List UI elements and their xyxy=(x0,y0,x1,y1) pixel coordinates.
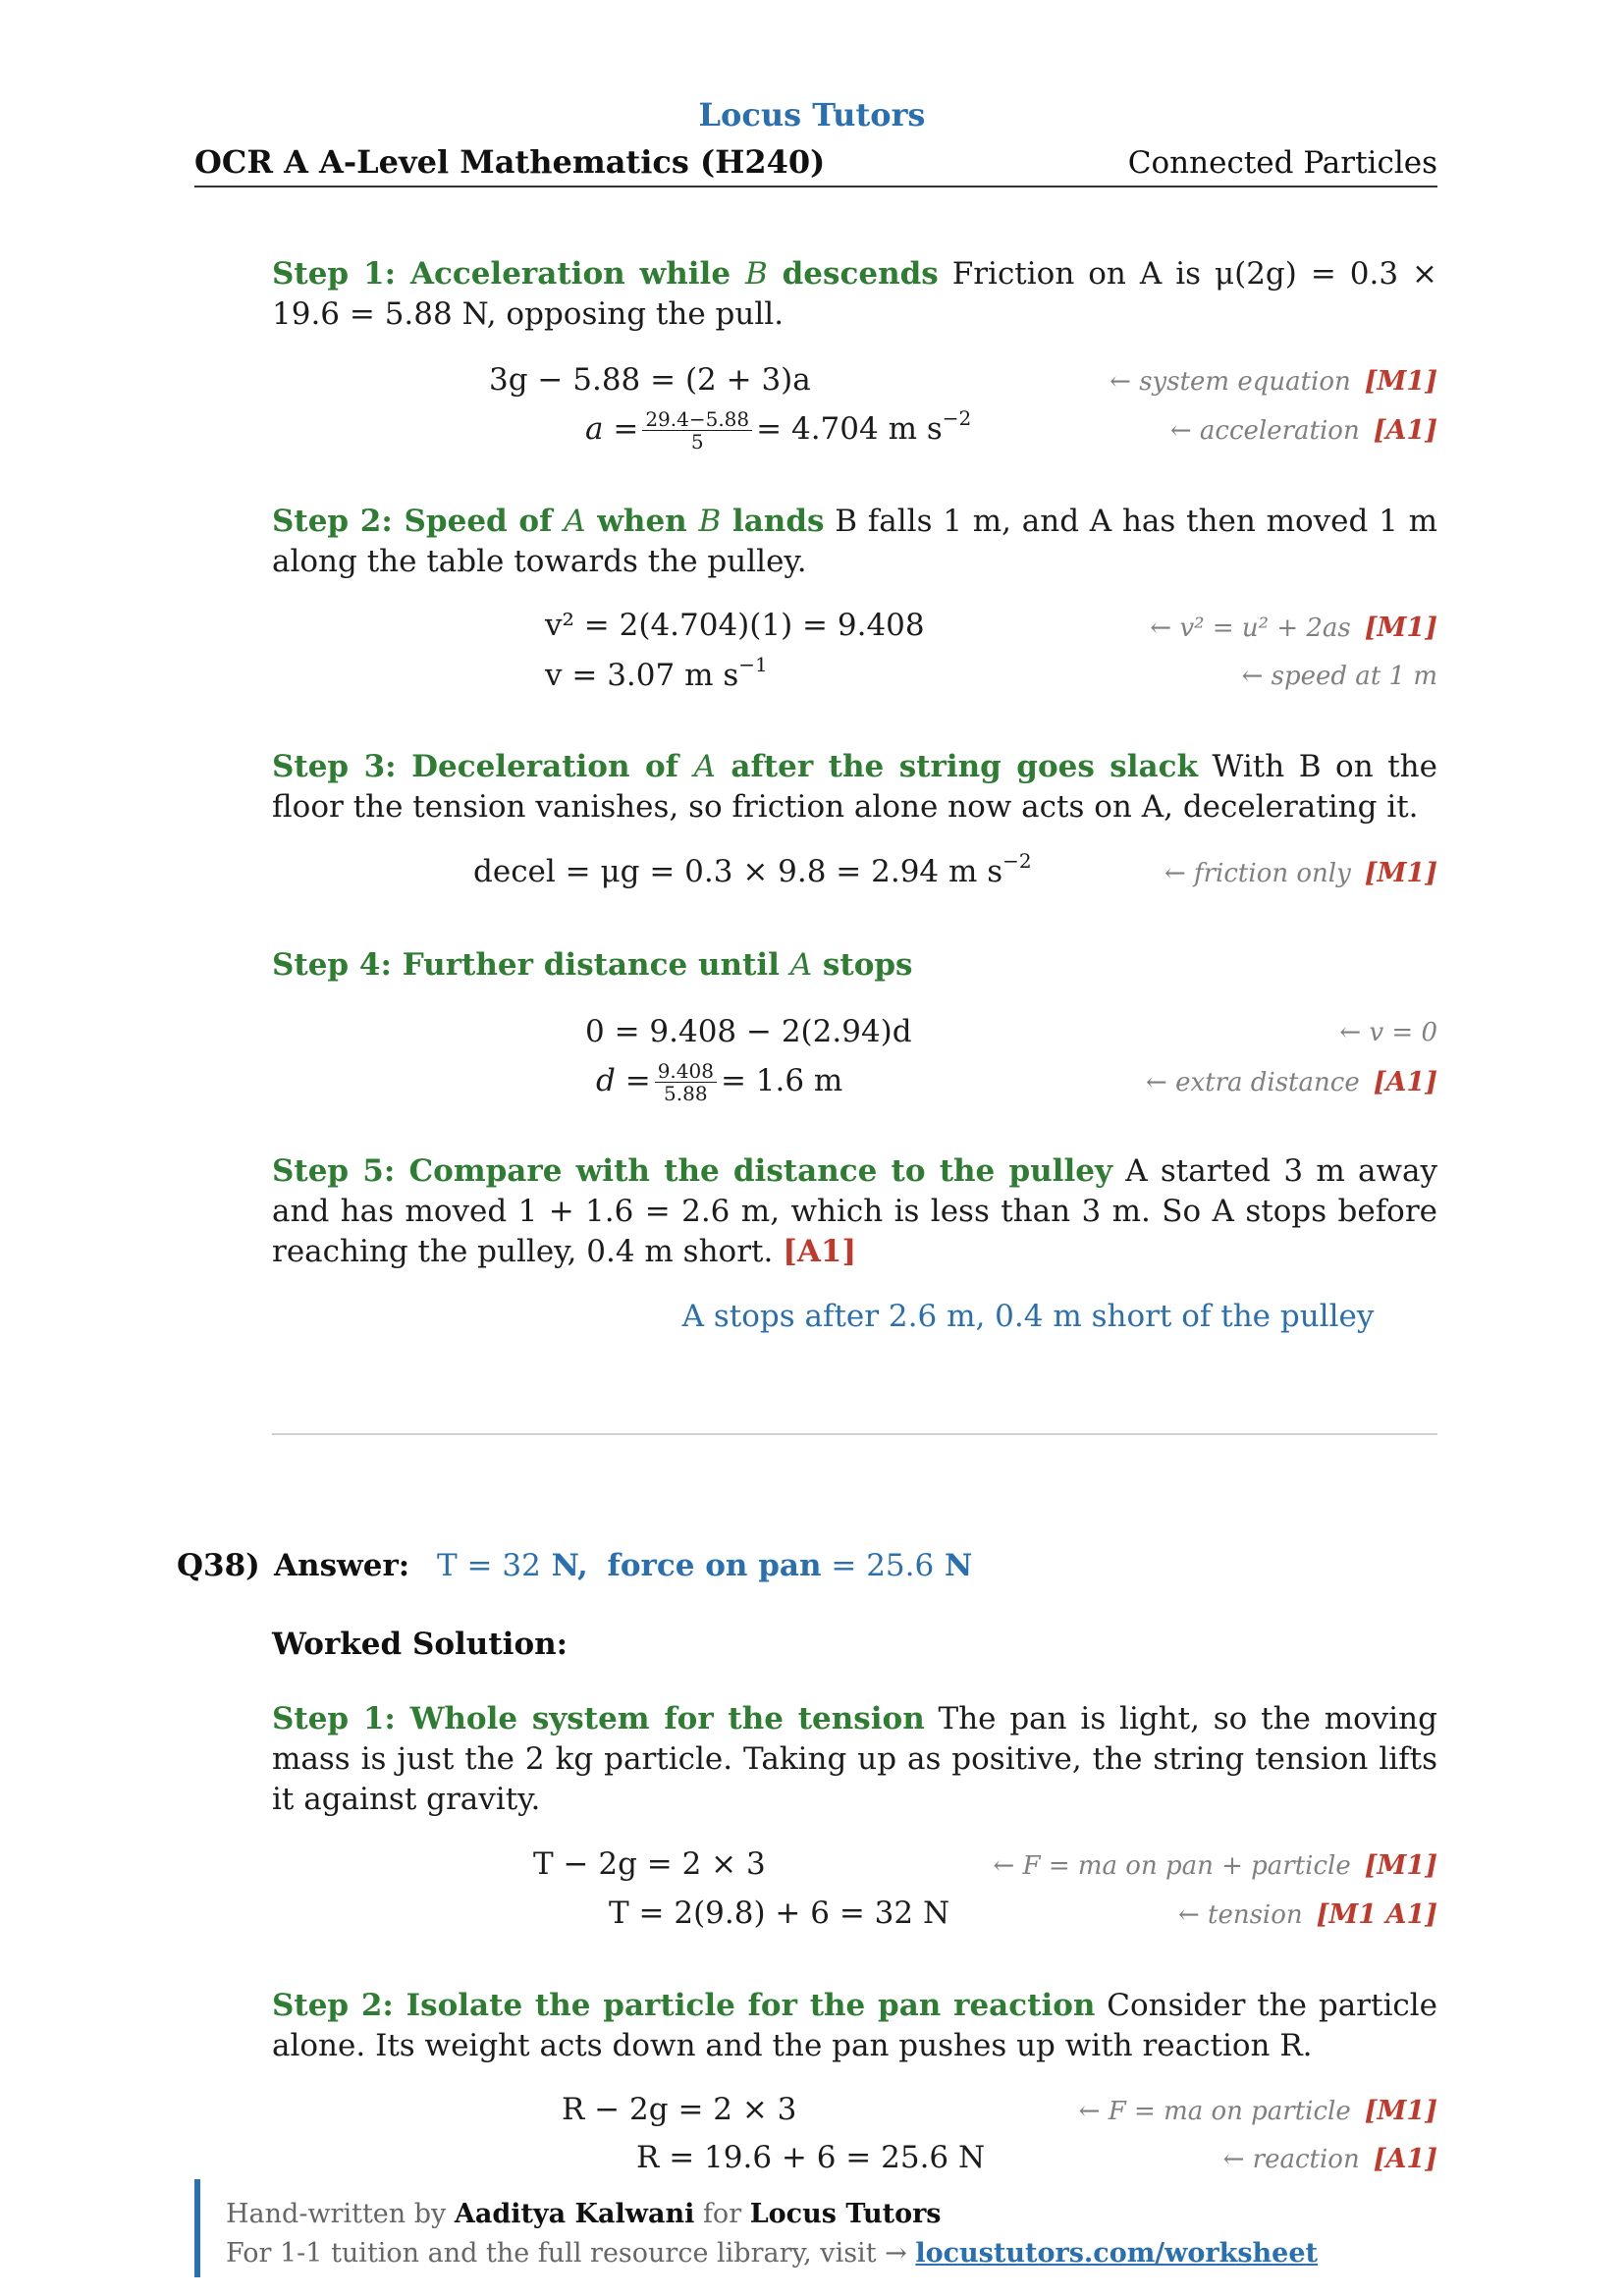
step4-paragraph xyxy=(272,945,1437,986)
course-title: OCR A A-Level Mathematics (H240) xyxy=(194,143,826,181)
step1-title: Step 1: Acceleration while B descends xyxy=(272,256,939,292)
step1-text: Friction on A is μ(2g) = 0.3 × 19.6 = 5.88 N, opposing the pull. xyxy=(272,256,1437,332)
q38-step1-note-1: ← F = ma on pan + particle [M1] xyxy=(993,1850,1437,1881)
step5-title: Step 5: Compare with the distance to the pulley xyxy=(272,1153,1112,1189)
worksheet-link[interactable]: locustutors.com/worksheet xyxy=(915,2238,1319,2269)
step5-text: A started 3 m away and has moved 1 + 1.6 = 2.6 m, which is less than 3 m. So A stops before reaching the pulley, 0.4 m short. xyxy=(272,1153,1437,1269)
step5-mark: [A1] xyxy=(783,1234,857,1269)
q38-step1-paragraph xyxy=(272,1699,1437,1820)
q38-step1-equation-1: T − 2g = 2 × 3 xyxy=(533,1846,766,1882)
fraction: $\frac{9.408}{5.88}$ xyxy=(655,1060,717,1104)
fraction: $\frac{29.4-5.88}{5}$ xyxy=(642,408,752,453)
step1-note-2: ← acceleration [A1] xyxy=(1169,415,1437,446)
q38-step2-title: Step 2: Isolate the particle for the pan reaction xyxy=(272,1988,1096,2023)
q38-step2-paragraph xyxy=(272,1986,1437,2066)
step3-paragraph xyxy=(272,747,1437,828)
step3-text: With B on the floor the tension vanishes, so friction alone now acts on A, decelerating it. xyxy=(272,749,1437,825)
question-number: Q38) xyxy=(177,1548,260,1583)
step2-equation-1: v² = 2(4.704)(1) = 9.408 xyxy=(545,608,925,643)
step2-equation-2: v = 3.07 m $s^{-1}$ xyxy=(545,653,768,693)
worked-solution-label: Worked Solution: xyxy=(272,1627,568,1662)
step3-title: Step 3: Deceleration of A after the string goes slack xyxy=(272,749,1198,784)
step2-note-1: ← v² = u² + 2as [M1] xyxy=(1150,613,1437,643)
q38-step1-equation-2: T = 2(9.8) + 6 = 32 N xyxy=(609,1896,950,1931)
footer-credit: Hand-written by Aaditya Kalwani for Locus Tutors xyxy=(226,2199,942,2229)
step4-equation-2: d = $\frac{9.408}{5.88}$ = 1.6 m xyxy=(596,1059,843,1105)
q38-step1-title: Step 1: Whole system for the tension xyxy=(272,1701,925,1736)
brand-title: Locus Tutors xyxy=(698,96,926,133)
answer-value: T = 32 N, force on pan = 25.6 N xyxy=(437,1548,973,1583)
step4-note-2: ← extra distance [A1] xyxy=(1146,1067,1437,1097)
section-separator xyxy=(272,1433,1437,1435)
step2-paragraph xyxy=(272,502,1437,582)
step1-equation-1: 3g − 5.88 = (2 + 3)a xyxy=(489,362,811,398)
q38-step2-equation-2: R = 19.6 + 6 = 25.6 N xyxy=(636,2140,986,2175)
step3-note-1: ← friction only [M1] xyxy=(1164,858,1437,888)
header-rule xyxy=(194,186,1437,187)
answer-label: Answer: xyxy=(274,1548,410,1583)
step1-equation-2: a = $\frac{29.4-5.88}{5}$ = 4.704 m $s^{-2}$ xyxy=(585,406,972,454)
step4-equation-1: 0 = 9.408 − 2(2.94)d xyxy=(585,1014,912,1049)
q38-step2-note-2: ← reaction [A1] xyxy=(1222,2144,1437,2174)
step1-note-1: ← system equation [M1] xyxy=(1110,366,1437,397)
step2-note-2: ← speed at 1 m xyxy=(1241,662,1437,691)
q38-step2-note-1: ← F = ma on particle [M1] xyxy=(1078,2096,1437,2126)
step5-paragraph xyxy=(272,1151,1437,1272)
step4-title: Step 4: Further distance until A stops xyxy=(272,947,913,983)
q38-step2-text: Consider the particle alone. Its weight acts down and the pan pushes up with reaction R. xyxy=(272,1988,1437,2063)
q38-step1-note-2: ← tension [M1 A1] xyxy=(1177,1899,1437,1930)
step1-paragraph xyxy=(272,254,1437,335)
step2-text: B falls 1 m, and A has then moved 1 m along the table towards the pulley. xyxy=(272,504,1437,579)
q38-step1-text: The pan is light, so the moving mass is just the 2 kg particle. Taking up as positive, the string tension lifts it against gravity. xyxy=(272,1701,1437,1817)
footer-visit: For 1-1 tuition and the full resource library, visit → locustutors.com/worksheet xyxy=(226,2238,1319,2269)
step2-title: Step 2: Speed of A when B lands xyxy=(272,504,825,539)
step3-equation-1: decel = μg = 0.3 × 9.8 = 2.94 m $s^{-2}$ xyxy=(473,849,1032,889)
footer-accent-bar xyxy=(194,2179,200,2277)
q38-step2-equation-1: R − 2g = 2 × 3 xyxy=(562,2092,797,2127)
final-answer: A stops after 2.6 m, 0.4 m short of the pulley xyxy=(681,1299,1375,1334)
topic-title: Connected Particles xyxy=(1127,145,1437,181)
step4-note-1: ← v = 0 xyxy=(1339,1018,1437,1047)
